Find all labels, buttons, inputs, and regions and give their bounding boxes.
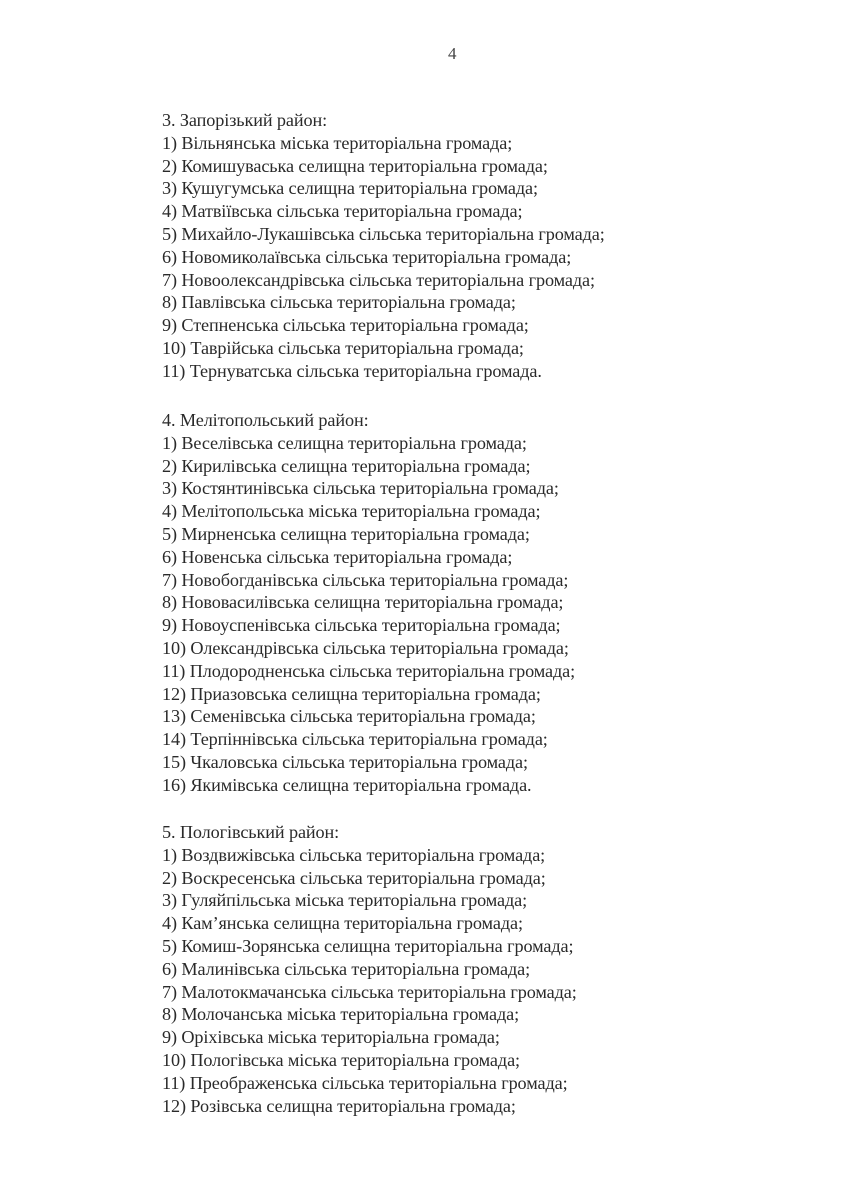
list-item: 11) Преображенська сільська територіальна громада; (162, 1072, 568, 1093)
list-item: 4) Матвіївська сільська територіальна громада; (162, 201, 523, 222)
list-item: 12) Розівська селищна територіальна громада; (162, 1095, 516, 1116)
list-item: 1) Вільнянська міська територіальна громада; (162, 132, 513, 153)
list-item: 10) Пологівська міська територіальна громада; (162, 1049, 520, 1070)
list-item: 10) Олександрівська сільська територіальна громада; (162, 637, 569, 658)
section-melitopolskyi-raion (162, 409, 575, 797)
list-item: 7) Малотокмачанська сільська територіальна громада; (162, 981, 577, 1002)
section-heading: 3. Запорізький район: (162, 110, 328, 130)
list-item: 3) Гуляйпільська міська територіальна громада; (162, 890, 528, 911)
section-zaporizkyi-raion (162, 109, 605, 383)
list-item: 14) Терпіннівська сільська територіальна громада; (162, 729, 548, 750)
list-item: 6) Новенська сільська територіальна громада; (162, 546, 513, 567)
section-heading: 5. Пологівський район: (162, 822, 340, 842)
list-item: 1) Воздвижівська сільська територіальна громада; (162, 844, 546, 865)
list-item: 7) Новоолександрівська сільська територіальна громада; (162, 269, 595, 290)
list-item: 6) Малинівська сільська територіальна громада; (162, 958, 531, 979)
list-item: 8) Нововасилівська селищна територіальна громада; (162, 592, 564, 613)
list-item: 15) Чкаловська сільська територіальна громада; (162, 751, 528, 772)
list-item: 6) Новомиколаївська сільська територіальна громада; (162, 246, 572, 267)
list-item: 8) Молочанська міська територіальна громада; (162, 1004, 520, 1025)
list-item: 2) Комишуваська селищна територіальна громада; (162, 155, 548, 176)
list-item: 1) Веселівська селищна територіальна громада; (162, 432, 527, 453)
list-item: 3) Кушугумська селищна територіальна громада; (162, 178, 538, 199)
list-item: 9) Новоуспенівська сільська територіальна громада; (162, 615, 561, 636)
list-item: 5) Михайло-Лукашівська сільська територіальна громада; (162, 223, 605, 244)
section-heading: 4. Мелітопольський район: (162, 410, 369, 430)
list-item: 12) Приазовська селищна територіальна громада; (162, 683, 541, 704)
list-item: 8) Павлівська сільська територіальна громада; (162, 292, 516, 313)
list-item: 9) Степненська сільська територіальна громада; (162, 315, 529, 336)
list-item: 4) Мелітопольська міська територіальна громада; (162, 501, 541, 522)
list-item: 16) Якимівська селищна територіальна громада. (162, 774, 532, 795)
list-item: 2) Воскресенська сільська територіальна громада; (162, 867, 546, 888)
list-item: 4) Кам’янська селищна територіальна громада; (162, 913, 523, 934)
list-item: 13) Семенівська сільська територіальна громада; (162, 706, 536, 727)
list-item: 7) Новобогданівська сільська територіальна громада; (162, 569, 569, 590)
list-item: 9) Оріхівська міська територіальна громада; (162, 1027, 500, 1048)
page-number: 4 (448, 44, 457, 63)
list-item: 11) Тернуватська сільська територіальна громада. (162, 360, 542, 381)
list-item: 10) Таврійська сільська територіальна громада; (162, 337, 524, 358)
list-item: 5) Мирненська селищна територіальна громада; (162, 523, 530, 544)
list-item: 2) Кирилівська селищна територіальна громада; (162, 455, 531, 476)
list-item: 11) Плодородненська сільська територіальна громада; (162, 660, 576, 681)
section-polohivskyi-raion (162, 821, 577, 1117)
list-item: 3) Костянтинівська сільська територіальна громада; (162, 478, 559, 499)
list-item: 5) Комиш-Зорянська селищна територіальна громада; (162, 935, 574, 956)
